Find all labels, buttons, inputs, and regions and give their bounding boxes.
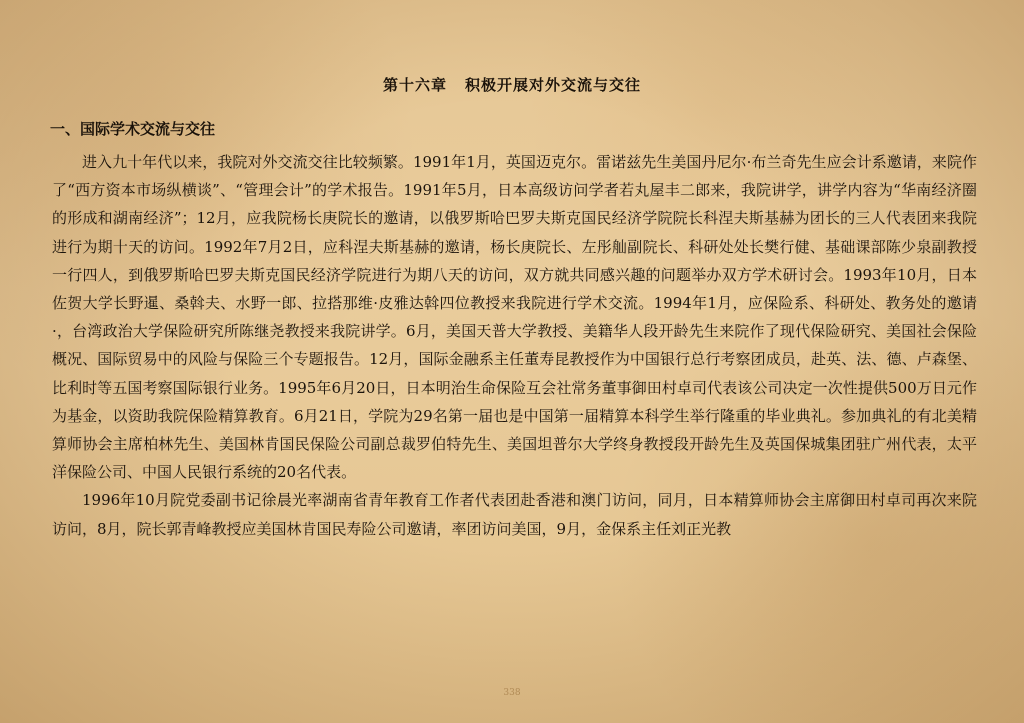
section-heading: 一、国际学术交流与交往 xyxy=(50,120,216,138)
paragraph: 1996年10月院党委副书记徐晨光率湖南省青年教育工作者代表团赴香港和澳门访问，同月，日本精算师协会主席御田村卓司再次来院访问，8月，院长郭青峰教授应美国林肯国民寿险公司邀请，率团访问美国，9月，金保系主任刘正光教 xyxy=(52,491,977,538)
chapter-number: 第十六章 xyxy=(382,76,447,94)
chapter-title-text: 积极开展对外交流与交往 xyxy=(465,76,642,94)
paragraph: 进入九十年代以来，我院对外交流交往比较频繁。1991年1月，英国迈克尔。雷诺兹先生美国丹尼尔·布兰奇先生应会计系邀请，来院作了“西方资本市场纵横谈”、“管理会计”的学术报告。1991年5月，日本高级访问学者若丸屋丰二郎来，我院讲学，讲学内容为“华南经济圈的形成和湖南经济”；12月，应我院杨长庚院长的邀请，以俄罗斯哈巴罗夫斯克国民经济学院院长科涅夫斯基赫为团长的三人代表团来我院进行为期十天的访问。1992年7月2日，应科涅夫斯基赫的邀请，杨长庚院长、左彤舢副院长、科研处处长樊行健、基础课部陈少泉副教授一行四人，到俄罗斯哈巴罗夫斯克国民经济学院进行为期八天的访问，双方就共同感兴趣的问题举办双方学术研讨会。1993年10月，日本佐贺大学长野暹、桑斡夫、水野一郎、拉搭那维·皮雅达斡四位教授来我院进行学术交流。1994年1月，应保险系、科研处、教务处的邀请·，台湾政治大学保险研究所陈继尧教授来我院讲学。6月，美国天普大学教授、美籍华人段开龄先生来院作了现代保险研究、美国社会保险概况、国际贸易中的风险与保险三个专题报告。12月，国际金融系主任董寿昆教授作为中国银行总行考察团成员，赴英、法、德、卢森堡、比利时等五国考察国际银行业务。1995年6月20日，日本明治生命保险互会社常务董事御田村卓司代表该公司决定一次性提供500万日元作为基金，以资助我院保险精算教育。6月21日，学院为29名第一届也是中国第一届精算本科学生举行隆重的毕业典礼。参加典礼的有北美精算师协会主席柏林先生、美国林肯国民保险公司副总裁罗伯特先生、美国坦普尔大学终身教授段开龄先生及英国保城集团驻广州代表，太平洋保险公司、中国人民银行系统的20名代表。 xyxy=(52,153,977,482)
chapter-title xyxy=(0,74,1024,95)
body-text xyxy=(52,148,977,543)
page-number: 338 xyxy=(503,688,521,698)
